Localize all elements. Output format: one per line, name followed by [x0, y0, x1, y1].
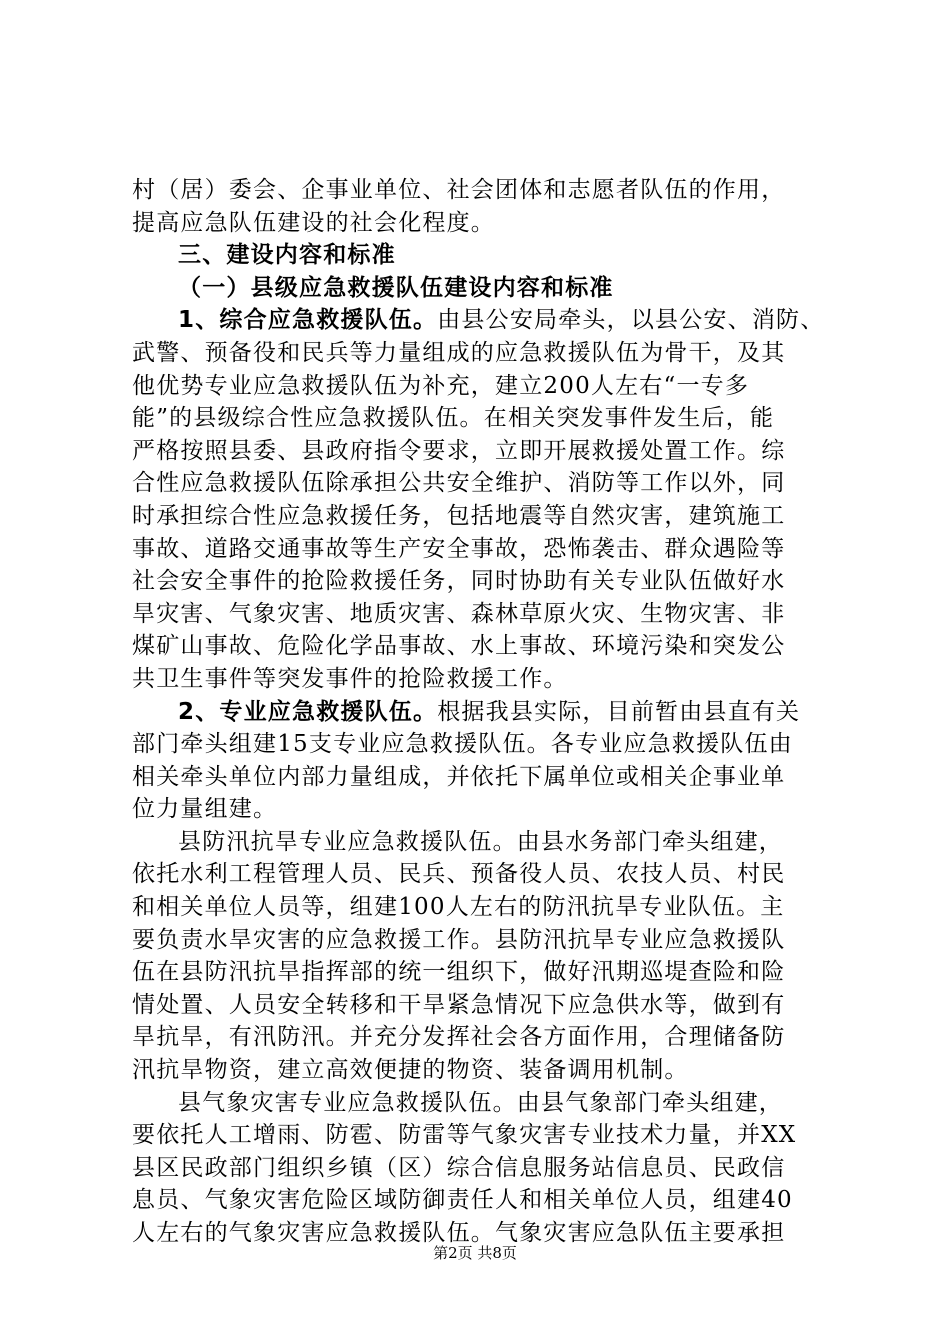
- text-line: [132, 630, 832, 663]
- line-text: 县区民政部门组织乡镇（区）综合信息服务站信息员、民政信: [132, 1154, 786, 1181]
- text-line: [132, 663, 832, 696]
- text-line: [132, 696, 832, 729]
- line-text: 合性应急救援队伍除承担公共安全维护、消防等工作以外，同: [132, 470, 786, 497]
- line-text: 严格按照县委、县政府指令要求，立即开展救援处置工作。综: [132, 437, 786, 464]
- text-line: [132, 565, 832, 598]
- text-line: [132, 728, 832, 761]
- line-text: 位力量组建。: [132, 796, 278, 823]
- text-line: [132, 956, 832, 989]
- line-text: 由县公安局牵头，以县公安、消防、: [437, 307, 825, 334]
- line-text: （一）县级应急救援队伍建设内容和标准: [178, 274, 614, 301]
- text-line: [132, 207, 832, 240]
- line-text: 人左右的气象灾害应急救援队伍。气象灾害应急队伍主要承担: [132, 1220, 786, 1246]
- line-text: 武警、预备役和民兵等力量组成的应急救援队伍为骨干，及其: [132, 339, 786, 366]
- text-line: [132, 598, 832, 631]
- page-footer: 第2页 共8页: [433, 1244, 517, 1262]
- text-line: [132, 304, 832, 337]
- line-text: 提高应急队伍建设的社会化程度。: [132, 209, 495, 236]
- line-text: 情处置、人员安全转移和干旱紧急情况下应急供水等，做到有: [132, 991, 786, 1018]
- line-text: 能”的县级综合性应急救援队伍。在相关突发事件发生后，能: [132, 405, 775, 432]
- line-text: 要依托人工增雨、防雹、防雷等气象灾害专业技术力量，并XX: [132, 1122, 797, 1149]
- text-line: [132, 467, 832, 500]
- line-text: 依托水利工程管理人员、民兵、预备役人员、农技人员、村民: [132, 861, 786, 888]
- text-line: [132, 174, 832, 207]
- text-line: [132, 1087, 832, 1120]
- text-line: [132, 924, 832, 957]
- section-heading: [132, 272, 832, 305]
- line-text: 根据我县实际，目前暂由县直有关: [437, 698, 801, 725]
- text-line: [132, 1152, 832, 1185]
- text-line: [132, 989, 832, 1022]
- text-line: [132, 826, 832, 859]
- text-line: [132, 858, 832, 891]
- text-line: [132, 500, 832, 533]
- bold-lead-in: 1、综合应急救援队伍。: [178, 307, 438, 334]
- text-line: [132, 1054, 832, 1087]
- text-line: [132, 533, 832, 566]
- line-text: 时承担综合性应急救援任务，包括地震等自然灾害，建筑施工: [132, 502, 786, 529]
- line-text: 汛抗旱物资，建立高效便捷的物资、装备调用机制。: [132, 1057, 689, 1084]
- line-text: 息员、气象灾害危险区域防御责任人和相关单位人员，组建40: [132, 1187, 793, 1214]
- line-text: 旱灾害、气象灾害、地质灾害、森林草原火灾、生物灾害、非: [132, 600, 786, 627]
- line-text: 事故、道路交通事故等生产安全事故，恐怖袭击、群众遇险等: [132, 535, 786, 562]
- text-line: [132, 793, 832, 826]
- text-line: [132, 761, 832, 794]
- text-line: [132, 1184, 832, 1217]
- text-line: [132, 1021, 832, 1054]
- text-line: [132, 435, 832, 468]
- line-text: 共卫生事件等突发事件的抢险救援工作。: [132, 665, 568, 692]
- line-text: 县气象灾害专业应急救援队伍。由县气象部门牵头组建，: [178, 1089, 783, 1116]
- line-text: 旱抗旱，有汛防汛。并充分发挥社会各方面作用，合理储备防: [132, 1024, 786, 1051]
- text-line: [132, 891, 832, 924]
- line-text: 县防汛抗旱专业应急救援队伍。由县水务部门牵头组建，: [178, 828, 783, 855]
- text-line: [132, 370, 832, 403]
- bold-lead-in: 2、专业应急救援队伍。: [178, 698, 438, 725]
- text-line: [132, 337, 832, 370]
- line-text: 相关牵头单位内部力量组成，并依托下属单位或相关企事业单: [132, 763, 786, 790]
- line-text: 要负责水旱灾害的应急救援工作。县防汛抗旱专业应急救援队: [132, 926, 786, 953]
- line-text: 和相关单位人员等，组建100人左右的防汛抗旱专业队伍。主: [132, 894, 785, 921]
- line-text: 煤矿山事故、危险化学品事故、水上事故、环境污染和突发公: [132, 633, 786, 660]
- line-text: 三、建设内容和标准: [178, 242, 396, 269]
- line-text: 他优势专业应急救援队伍为补充，建立200人左右“一专多: [132, 372, 750, 399]
- line-text: 社会安全事件的抢险救援任务，同时协助有关专业队伍做好水: [132, 568, 786, 595]
- line-text: 村（居）委会、企事业单位、社会团体和志愿者队伍的作用，: [132, 177, 786, 203]
- text-line: [132, 402, 832, 435]
- section-heading: [132, 239, 832, 272]
- text-line: [132, 1119, 832, 1152]
- document-body: [132, 174, 832, 1250]
- line-text: 部门牵头组建15支专业应急救援队伍。各专业应急救援队伍由: [132, 731, 793, 758]
- line-text: 伍在县防汛抗旱指挥部的统一组织下，做好汛期巡堤查险和险: [132, 959, 786, 986]
